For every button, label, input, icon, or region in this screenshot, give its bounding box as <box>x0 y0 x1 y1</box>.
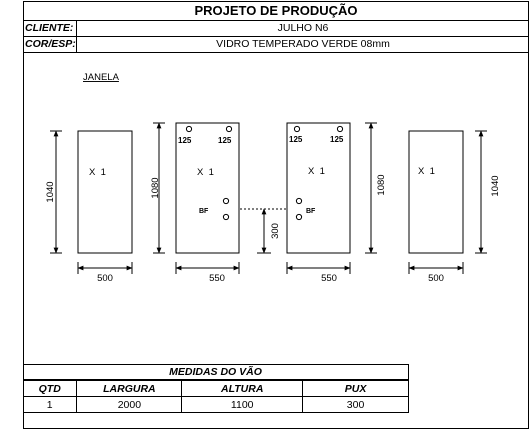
table-cell: 1 <box>23 397 77 413</box>
hole-marker <box>186 126 191 131</box>
hole-marker <box>226 126 231 131</box>
glass-panel-1 <box>45 131 132 284</box>
height-dimension: 1040 <box>45 181 56 203</box>
column-header: LARGURA <box>77 381 182 397</box>
handle-hole <box>296 214 301 219</box>
section-label: JANELA <box>83 72 119 83</box>
client-label: CLIENTE: <box>25 22 74 34</box>
table-header-row <box>23 381 409 397</box>
handle-label: BF <box>306 208 316 215</box>
width-dimension: 500 <box>97 273 113 284</box>
hole-marker <box>294 126 299 131</box>
column-header: PUX <box>303 381 409 397</box>
panel-quantity: X 1 <box>89 167 106 178</box>
client-value: JULHO N6 <box>277 22 329 34</box>
height-dimension: 1040 <box>490 175 501 197</box>
table-cell: 300 <box>303 397 409 413</box>
width-dimension: 550 <box>321 273 337 284</box>
width-dimension: 550 <box>209 273 225 284</box>
page-title: PROJETO DE PRODUÇÃO <box>23 1 529 21</box>
column-header: QTD <box>23 381 77 397</box>
glass-panel-4 <box>409 131 501 284</box>
measures-title: MEDIDAS DO VÃO <box>23 364 409 380</box>
color-value: VIDRO TEMPERADO VERDE 08mm <box>216 38 390 50</box>
hole-label: 125 <box>218 136 232 145</box>
column-header: ALTURA <box>182 381 303 397</box>
height-dimension: 1080 <box>150 177 161 199</box>
handle-label: BF <box>199 208 209 215</box>
color-label: COR/ESP: <box>25 38 76 50</box>
hole-marker <box>337 126 342 131</box>
glass-panel-2 <box>150 123 239 284</box>
table-cell: 1100 <box>182 397 303 413</box>
table-row <box>23 397 409 413</box>
panel-quantity: X 1 <box>418 166 435 177</box>
handle-hole <box>223 198 228 203</box>
panel-quantity: X 1 <box>197 167 214 178</box>
hole-label: 125 <box>330 135 344 144</box>
panel-quantity: X 1 <box>308 166 325 177</box>
hole-label: 125 <box>178 136 192 145</box>
table-cell: 2000 <box>77 397 182 413</box>
measures-table <box>23 380 409 413</box>
height-dimension: 1080 <box>376 174 387 196</box>
glass-panel-3 <box>287 123 387 284</box>
hole-label: 125 <box>289 135 303 144</box>
handle-hole <box>223 214 228 219</box>
width-dimension: 500 <box>428 273 444 284</box>
handle-hole <box>296 198 301 203</box>
handle-height-value: 300 <box>270 223 281 239</box>
